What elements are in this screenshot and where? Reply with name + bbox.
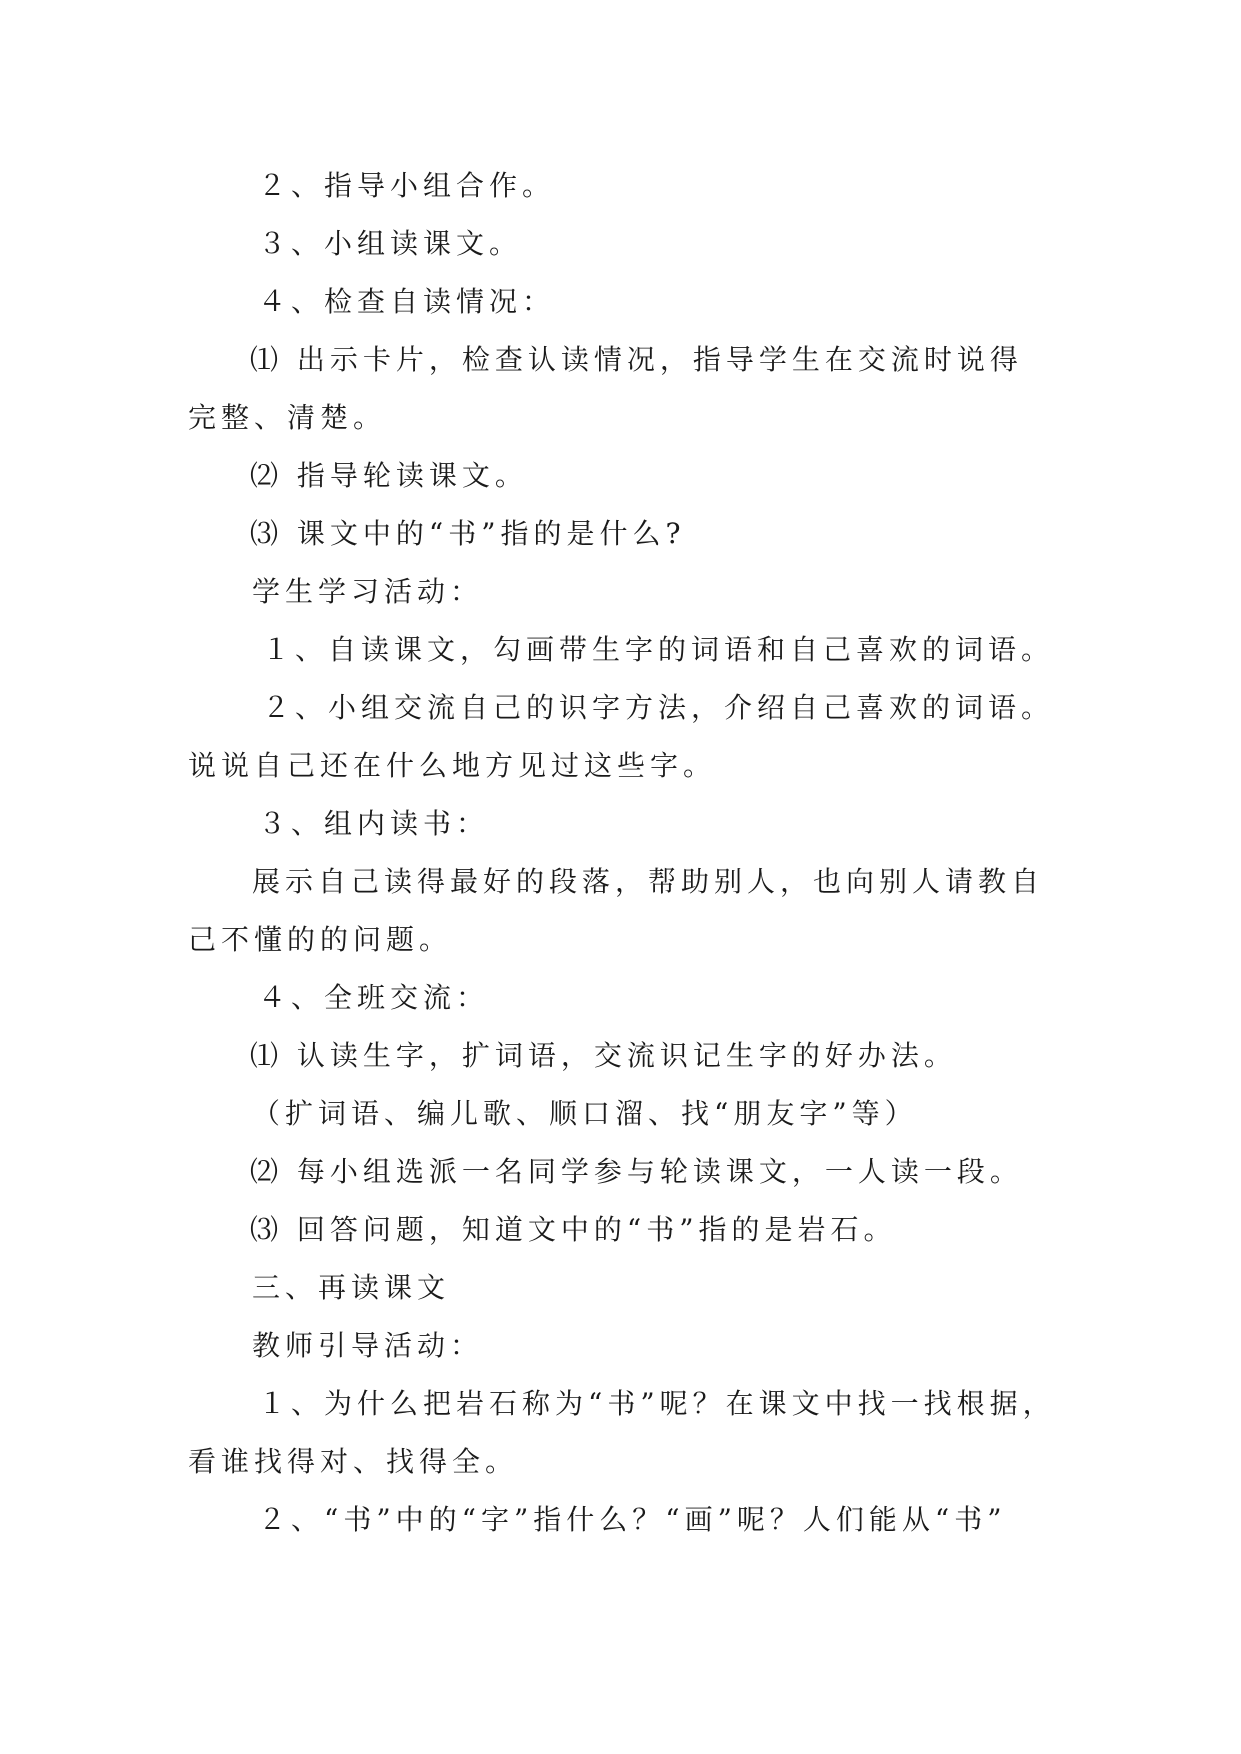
sub-item-3-line: ⑶ 课文中的“书”指的是什么? bbox=[250, 517, 686, 550]
exchange-item-2-line: ⑵ 每小组选派一名同学参与轮读课文，一人读一段。 bbox=[250, 1155, 1023, 1188]
student-step-3-line: ３、组内读书： bbox=[258, 807, 490, 840]
student-step-3-detail: 展示自己读得最好的段落，帮助别人，也向别人请教自 bbox=[252, 865, 1045, 898]
sub-item-1-line: ⑴ 出示卡片，检查认读情况，指导学生在交流时说得 bbox=[250, 343, 1023, 376]
student-step-3-continuation: 己不懂的的问题。 bbox=[188, 923, 453, 956]
student-step-2-line: ２、小组交流自己的识字方法，介绍自己喜欢的词语。 bbox=[262, 691, 1055, 724]
sub-item-1-continuation: 完整、清楚。 bbox=[188, 401, 387, 434]
section-3-heading: 三、再读课文 bbox=[252, 1271, 451, 1304]
teacher-step-2-line: ２、“书”中的“字”指什么？“画”呢？人们能从“书” bbox=[258, 1503, 1007, 1536]
student-step-2-continuation: 说说自己还在什么地方见过这些字。 bbox=[188, 749, 717, 782]
exchange-item-3-line: ⑶ 回答问题，知道文中的“书”指的是岩石。 bbox=[250, 1213, 897, 1246]
teacher-activity-heading: 教师引导活动： bbox=[252, 1329, 484, 1362]
student-step-1-line: １、自读课文，勾画带生字的词语和自己喜欢的词语。 bbox=[262, 633, 1055, 666]
student-step-4-line: ４、全班交流： bbox=[258, 981, 490, 1014]
student-activity-heading: 学生学习活动： bbox=[252, 575, 484, 608]
sub-item-2-line: ⑵ 指导轮读课文。 bbox=[250, 459, 528, 492]
exchange-item-1-line: ⑴ 认读生字，扩词语，交流识记生字的好办法。 bbox=[250, 1039, 957, 1072]
step-2-line: ２、指导小组合作。 bbox=[258, 169, 556, 202]
teacher-step-1-line: １、为什么把岩石称为“书”呢？在课文中找一找根据， bbox=[258, 1387, 1056, 1420]
exchange-item-1-note: （扩词语、编儿歌、顺口溜、找“朋友字”等） bbox=[252, 1097, 918, 1130]
teacher-step-1-continuation: 看谁找得对、找得全。 bbox=[188, 1445, 519, 1478]
step-4-line: ４、检查自读情况： bbox=[258, 285, 556, 318]
step-3-line: ３、小组读课文。 bbox=[258, 227, 523, 260]
